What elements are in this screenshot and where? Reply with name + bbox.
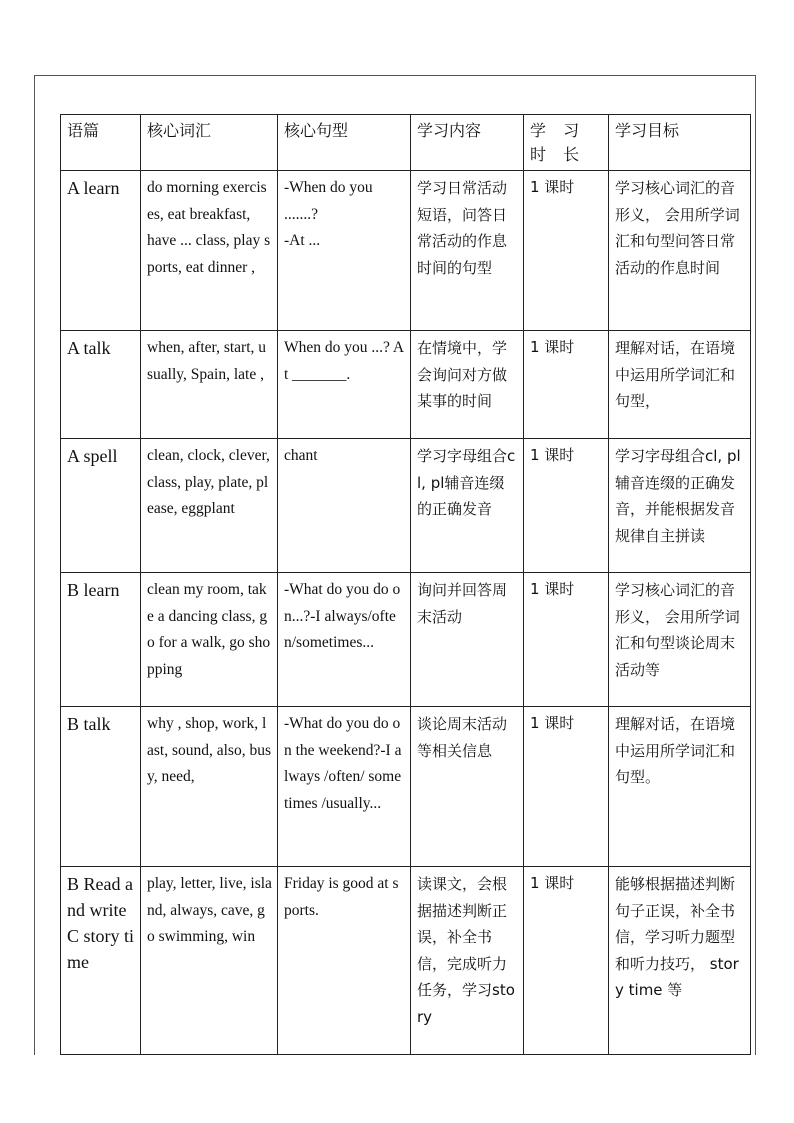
header-core-vocab: 核心词汇 [141,115,278,171]
row-learning-content: 询问并回答周末活动 [411,573,524,707]
row-learning-content: 学习日常活动短语，问答日常活动的作息时间的句型 [411,171,524,331]
row-section-name: A spell [61,439,141,573]
row-section-name: B learn [61,573,141,707]
row-learning-content: 谈论周末活动等相关信息 [411,707,524,867]
row-core-sentence: Friday is good at sports. [278,867,411,1055]
row-duration: 1 课时 [524,707,609,867]
row-core-vocab: clean, clock, clever, class, play, plate, please, eggplant [141,439,278,573]
row-section-name: A talk [61,331,141,439]
row-core-sentence: -When do you .......? -At ... [278,171,411,331]
table-row [61,867,751,1055]
table-row [61,171,751,331]
table-header-row [61,115,751,171]
table-row [61,573,751,707]
lesson-plan-table [60,114,751,1055]
row-learning-goal: 理解对话，在语境中运用所学词汇和句型， [609,331,751,439]
header-duration: 学 习 时 长 [524,115,609,171]
row-duration: 1 课时 [524,171,609,331]
row-learning-content: 学习字母组合cl, pl辅音连缀的正确发音 [411,439,524,573]
header-core-sentence: 核心句型 [278,115,411,171]
table-row [61,439,751,573]
header-text-section: 语篇 [61,115,141,171]
row-duration: 1 课时 [524,439,609,573]
row-learning-goal: 学习核心词汇的音形义， 会用所学词汇和句型问答日常活动的作息时间 [609,171,751,331]
row-core-sentence: chant [278,439,411,573]
row-duration: 1 课时 [524,867,609,1055]
row-learning-goal: 学习核心词汇的音形义， 会用所学词汇和句型谈论周末活动等 [609,573,751,707]
table-row [61,707,751,867]
row-learning-content: 读课文，会根据描述判断正误，补全书信，完成听力任务，学习story [411,867,524,1055]
header-learning-goal: 学习目标 [609,115,751,171]
row-learning-goal: 能够根据描述判断句子正误，补全书信，学习听力题型和听力技巧， story time 等 [609,867,751,1055]
row-core-sentence: When do you ...? At _______. [278,331,411,439]
row-section-name: A learn [61,171,141,331]
row-core-vocab: when, after, start, usually, Spain, late , [141,331,278,439]
row-learning-goal: 理解对话，在语境中运用所学词汇和句型。 [609,707,751,867]
row-section-name: B Read and write C story time [61,867,141,1055]
row-section-name: B talk [61,707,141,867]
table-row [61,331,751,439]
row-duration: 1 课时 [524,573,609,707]
row-learning-content: 在情境中，学会询问对方做某事的时间 [411,331,524,439]
row-learning-goal: 学习字母组合cl, pl 辅音连缀的正确发音，并能根据发音规律自主拼读 [609,439,751,573]
row-core-vocab: clean my room, take a dancing class, go for a walk, go shopping [141,573,278,707]
header-learning-content: 学习内容 [411,115,524,171]
row-core-vocab: play, letter, live, island, always, cave, go swimming, win [141,867,278,1055]
row-core-sentence: -What do you do on the weekend?-I always /often/ sometimes /usually... [278,707,411,867]
row-core-sentence: -What do you do on...?-I always/often/sometimes... [278,573,411,707]
row-core-vocab: why , shop, work, last, sound, also, busy, need, [141,707,278,867]
row-duration: 1 课时 [524,331,609,439]
row-core-vocab: do morning exercises, eat breakfast, have ... class, play sports, eat dinner , [141,171,278,331]
